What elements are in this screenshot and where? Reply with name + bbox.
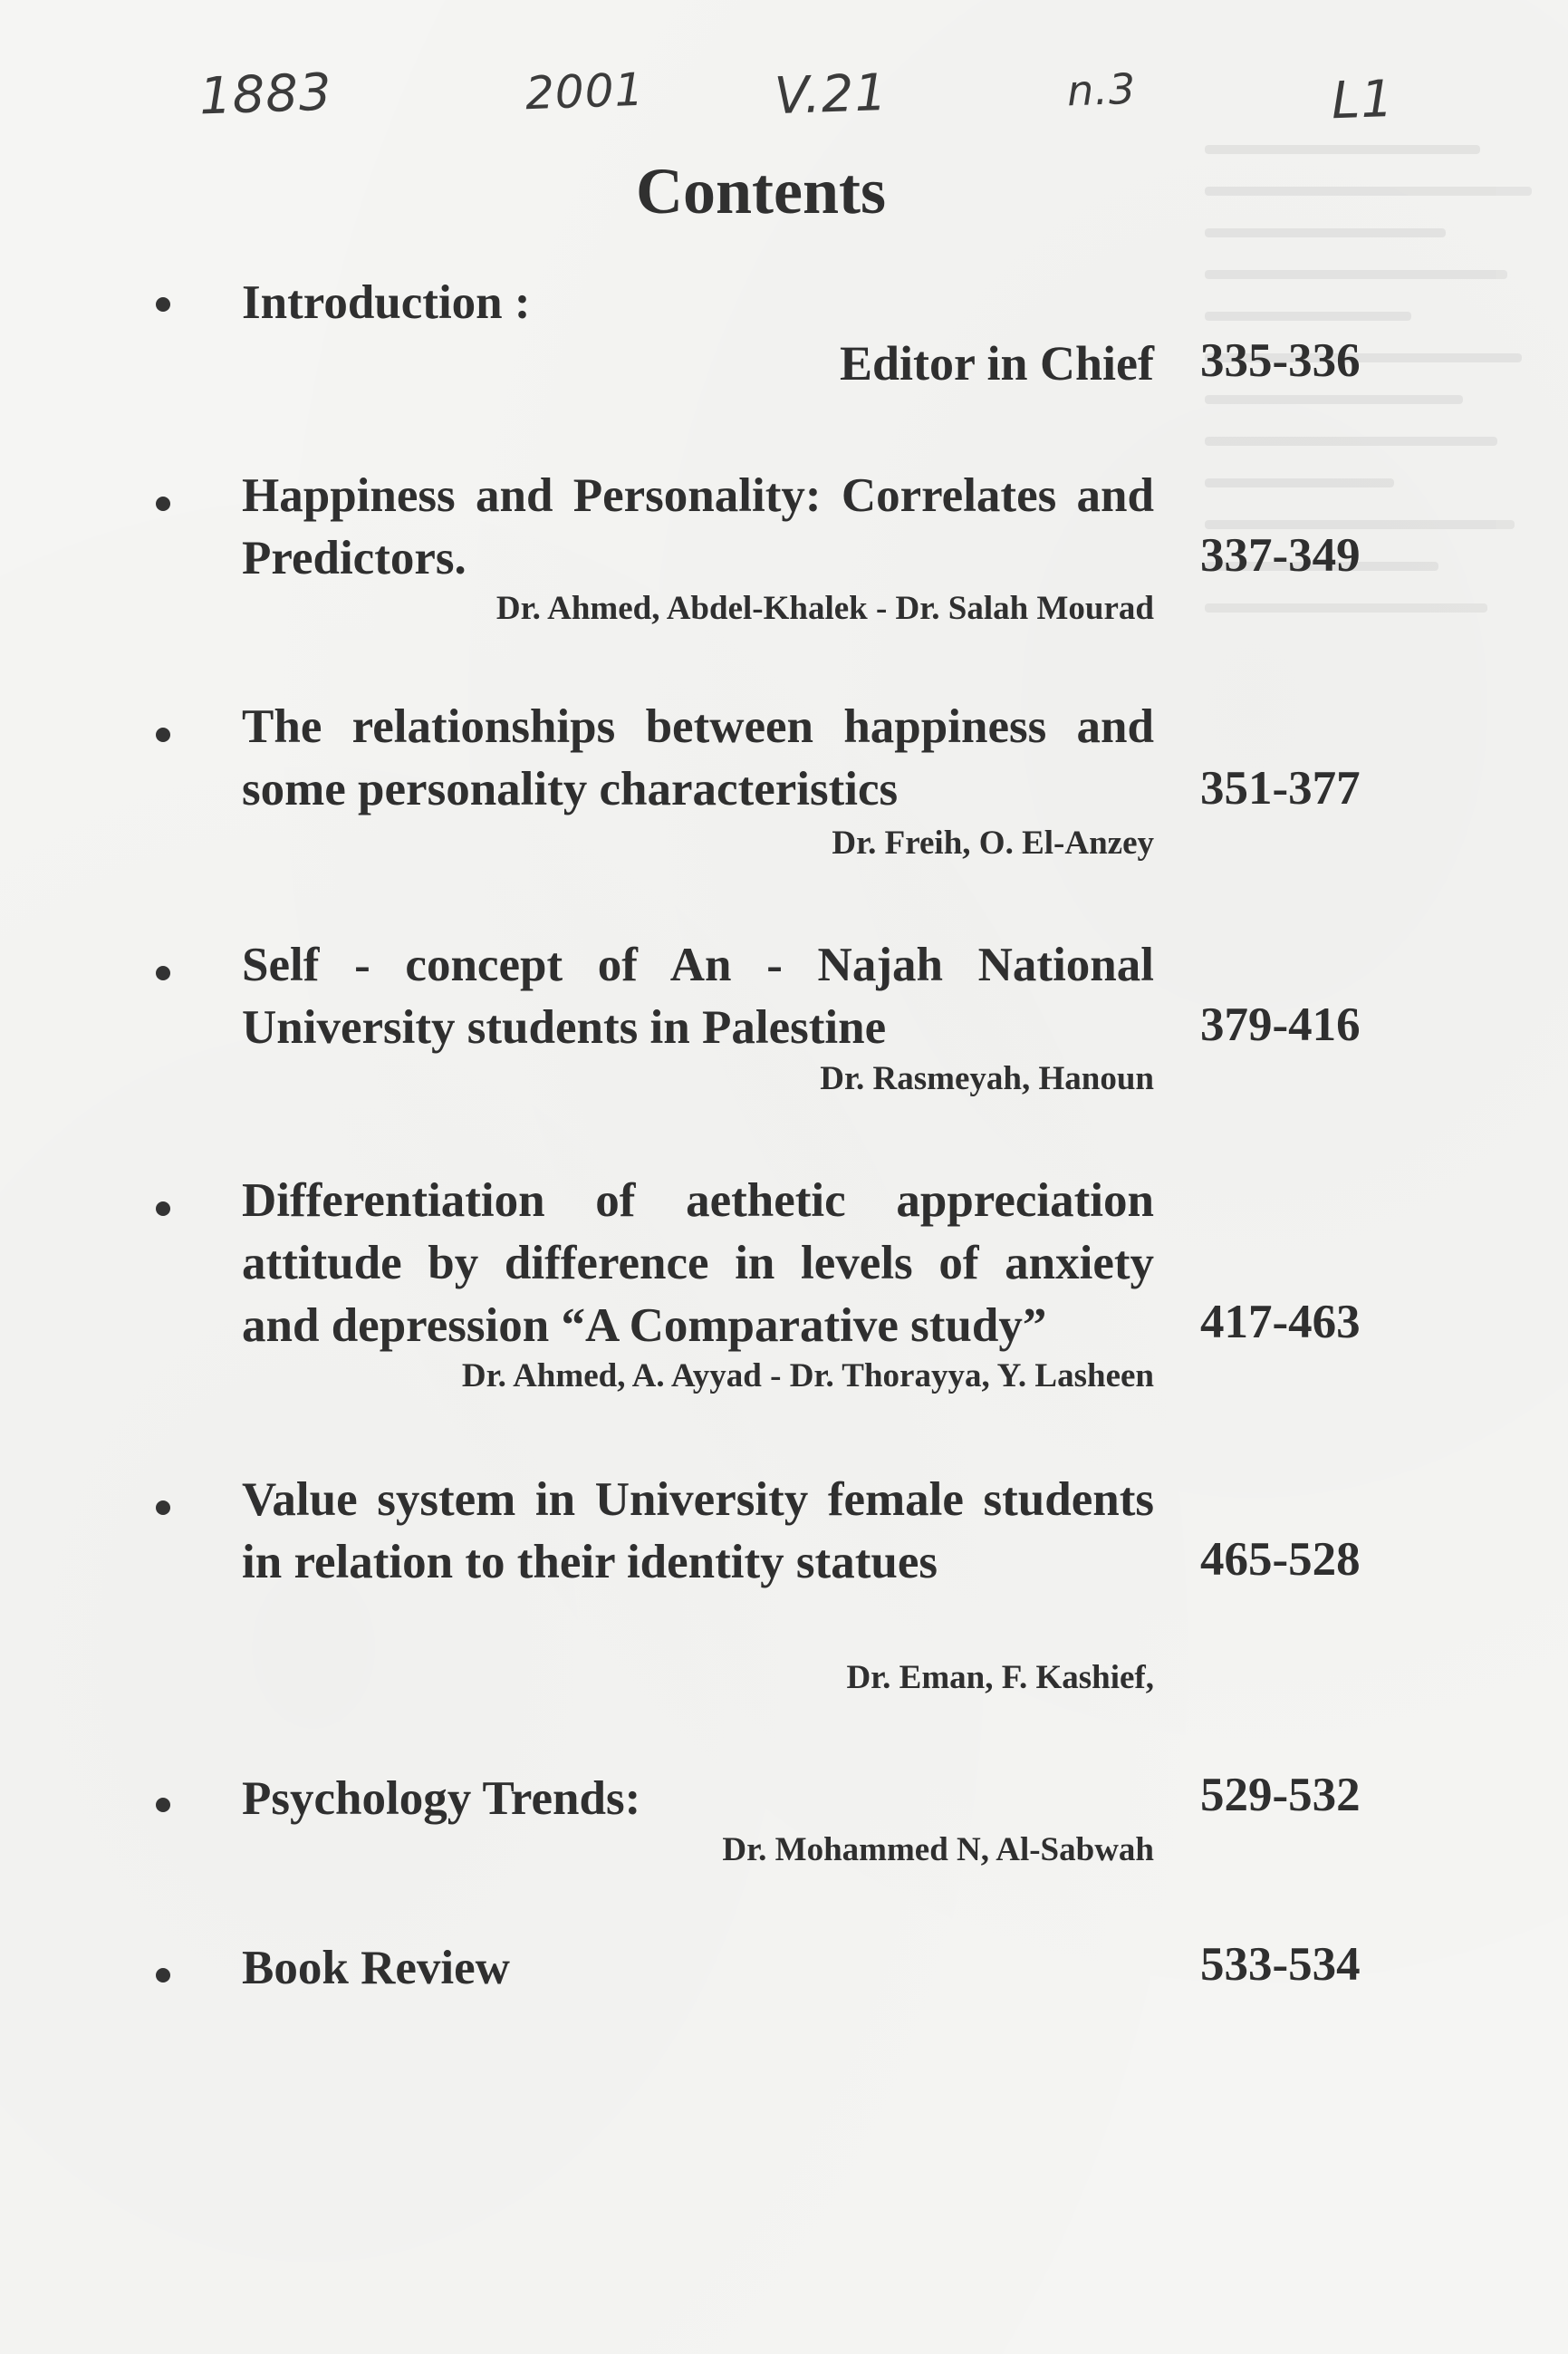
entry-author: Editor in Chief	[839, 336, 1154, 391]
handwritten-note-accession: 1883	[197, 63, 333, 127]
bullet-icon	[156, 1201, 170, 1216]
handwritten-note-number: n.3	[1066, 63, 1137, 116]
entry-title: Differentiation of aethetic appreciation attitude by difference in levels of anxiety and depression “A Comparative study”	[242, 1174, 1154, 1352]
bullet-icon	[156, 1968, 170, 1983]
entry-pages: 529-532	[1200, 1769, 1361, 1821]
entry-title: Self - concept of An - Najah National University students in Palestine	[242, 939, 1154, 1054]
bullet-icon	[156, 728, 170, 742]
entry-title: Psychology Trends:	[242, 1772, 641, 1825]
handwritten-note-volume: V.21	[773, 63, 890, 127]
bullet-icon	[156, 497, 170, 511]
entry-title: Value system in University female students in relation to their identity statues	[242, 1473, 1154, 1588]
entry-author: Dr. Ahmed, A. Ayyad - Dr. Thorayya, Y. Lasheen	[461, 1357, 1154, 1394]
entry-title: Introduction :	[242, 276, 531, 329]
entry-title: Happiness and Personality: Correlates and Predictors.	[242, 469, 1154, 584]
handwritten-note-year: 2001	[524, 63, 646, 121]
entry-title: The relationships between happiness and some personality characteristics	[242, 700, 1154, 815]
entry-author: Dr. Rasmeyah, Hanoun	[820, 1060, 1154, 1097]
handwritten-note-code: L1	[1330, 69, 1395, 131]
entry-pages: 465-528	[1200, 1533, 1361, 1586]
entry-author: Dr. Freih, O. El-Anzey	[832, 825, 1154, 862]
bullet-icon	[156, 966, 170, 980]
entry-author: Dr. Ahmed, Abdel-Khalek - Dr. Salah Mourad	[495, 590, 1154, 627]
entry-pages: 351-377	[1200, 762, 1361, 815]
entry-pages: 379-416	[1200, 999, 1361, 1051]
entry-pages: 335-336	[1200, 334, 1361, 387]
entry-author: Dr. Mohammed N, Al-Sabwah	[722, 1831, 1154, 1868]
entry-title: Book Review	[242, 1942, 510, 1994]
entry-pages: 533-534	[1200, 1938, 1361, 1991]
entry-pages: 417-463	[1200, 1296, 1361, 1348]
entry-author: Dr. Eman, F. Kashief,	[846, 1659, 1154, 1696]
bullet-icon	[156, 1798, 170, 1812]
page-title: Contents	[635, 155, 886, 227]
entry-pages: 337-349	[1200, 529, 1361, 582]
bullet-icon	[156, 1500, 170, 1515]
bullet-icon	[156, 297, 170, 312]
